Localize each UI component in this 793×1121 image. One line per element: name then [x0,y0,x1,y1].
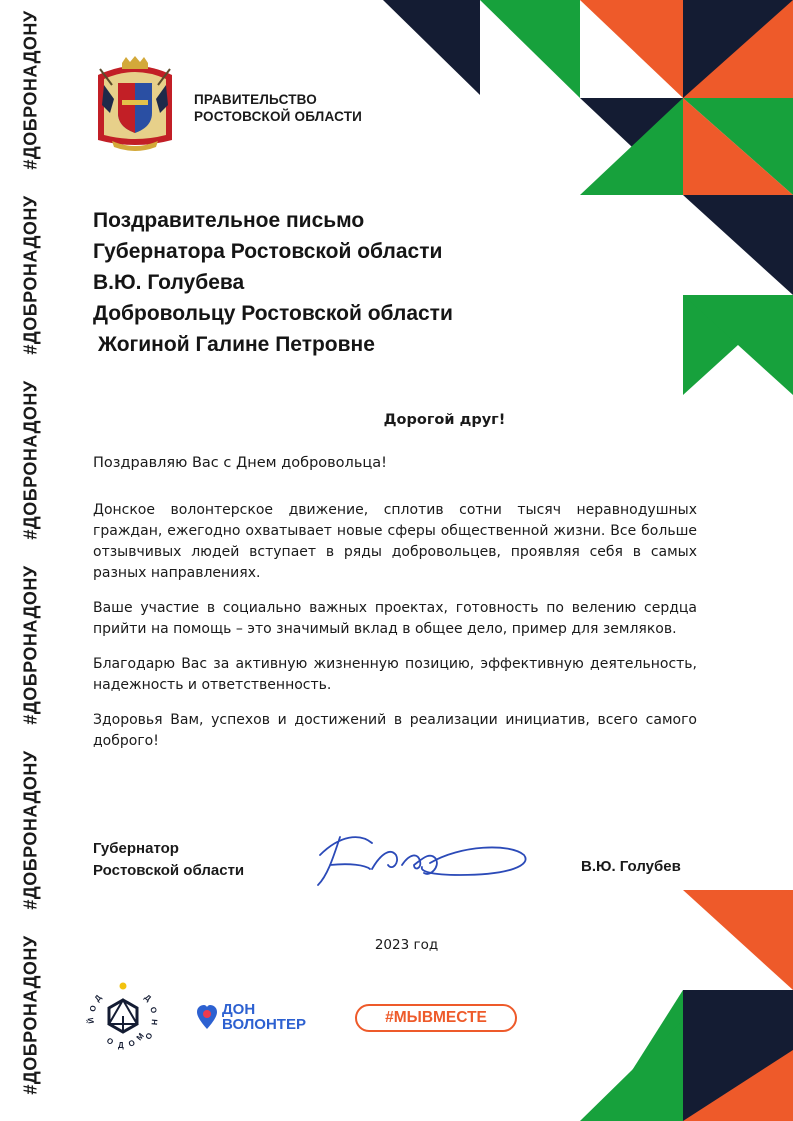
title-line: В.Ю. Голубева [93,271,245,294]
side-hashtag: #ДОБРОНАДОНУ [20,195,41,355]
dobro-logo [88,978,158,1053]
title-line: Губернатора Ростовской области [93,240,443,263]
svg-text:О: О [105,1035,115,1047]
government-name [194,91,362,125]
title-line: Поздравительное письмо [93,209,365,232]
svg-text:Д: Д [92,993,104,1004]
side-hashtag: #ДОБРОНАДОНУ [20,935,41,1095]
letter-year: 2023 год [374,937,439,953]
hashtag-pill: #МЫВМЕСТЕ [355,1004,517,1032]
signatory-name: В.Ю. Голубев [581,858,681,875]
signatory-role [93,838,244,882]
svg-text:О: О [148,1005,159,1015]
body-paragraph: Ваше участие в социально важных проектах, готовность по велению сердца прийти на помощь – это значимый вклад в общее дело, пример для земляков. [93,600,697,637]
svg-text:Д: Д [118,1041,124,1050]
recipient-name: Жогиной Галине Петровне [98,333,375,356]
svg-text:О: О [88,1004,99,1013]
letter-body [93,500,697,766]
government-name-line1: ПРАВИТЕЛЬСТВО [194,92,317,107]
svg-text:Д: Д [142,992,153,1004]
congratulation-line: Поздравляю Вас с Днем добровольца! [93,455,387,471]
svg-text:Й: Й [86,1016,96,1025]
handwritten-signature [310,825,530,895]
body-paragraph: Донское волонтерское движение, сплотив сотни тысяч неравнодушных граждан, ежегодно охватывает новые сферы общественной жизни. Все больше отзывчивых людей вступает в ряды добровольцев, проявляя себя в самых разных направлениях. [93,502,697,581]
body-paragraph: Здоровья Вам, успехов и достижений в реализации инициатив, всего самого доброго! [93,712,697,749]
letter-title [93,205,453,360]
side-hashtag: #ДОБРОНАДОНУ [20,10,41,170]
greeting: Дорогой друг! [383,412,506,428]
svg-text:М: М [134,1031,146,1043]
signatory-role-line1: Губернатор [93,840,179,857]
signatory-role-line2: Ростовской области [93,862,245,879]
side-hashtag: #ДОБРОНАДОНУ [20,380,41,540]
heart-pin-icon [196,1004,218,1030]
svg-text:О: О [127,1038,137,1049]
side-hashtag: #ДОБРОНАДОНУ [20,750,41,910]
don-logo-line2: ВОЛОНТЕР [222,1016,306,1033]
svg-text:Н: Н [149,1018,159,1026]
title-line: Добровольцу Ростовской области [93,302,453,325]
government-name-line2: РОСТОВСКОЙ ОБЛАСТИ [194,109,363,124]
don-logo-line1: ДОН [222,1001,256,1018]
body-paragraph: Благодарю Вас за активную жизненную позицию, эффективную деятельность, надежность и ответственность. [93,656,697,693]
side-hashtag: #ДОБРОНАДОНУ [20,565,41,725]
coat-of-arms-emblem [90,55,180,155]
svg-text:О: О [143,1031,155,1041]
